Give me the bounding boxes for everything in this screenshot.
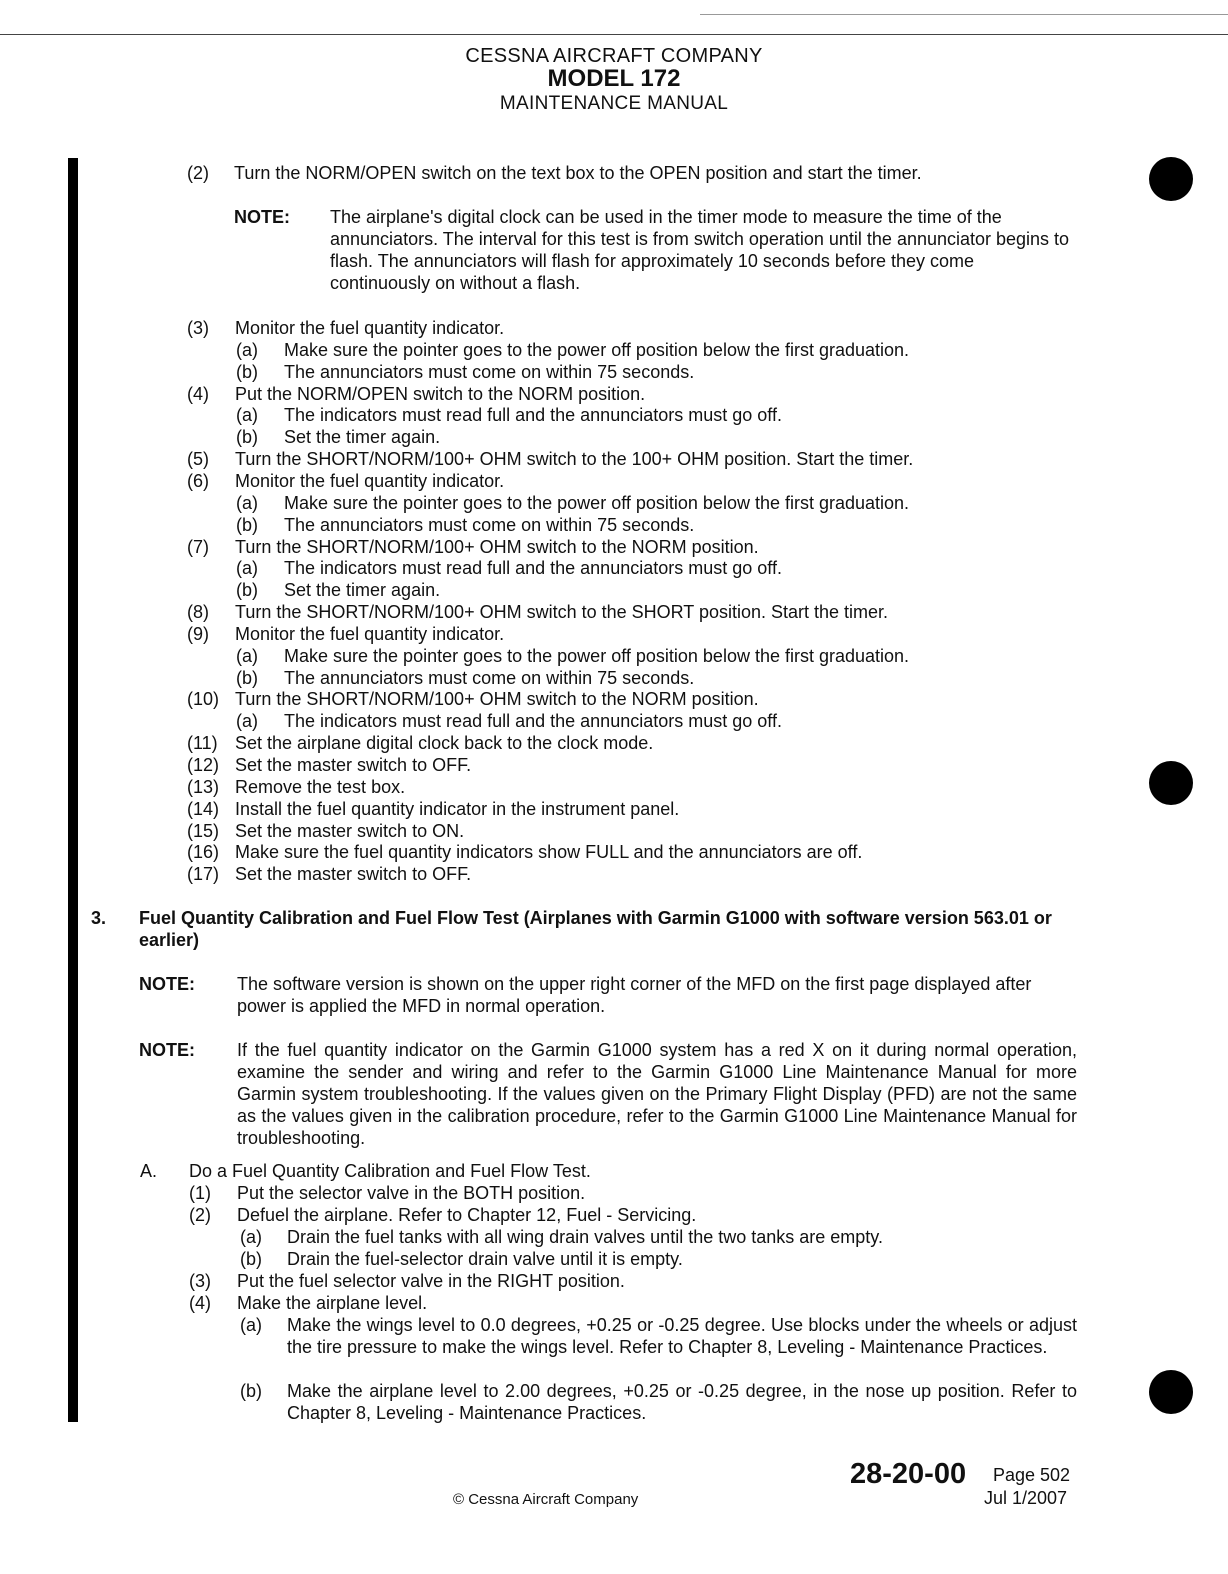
note-label: NOTE: bbox=[139, 974, 195, 994]
change-bar bbox=[68, 158, 78, 1422]
step-text: Turn the NORM/OPEN switch on the text box to the OPEN position and start the timer. bbox=[234, 163, 922, 183]
step-number: (b) bbox=[240, 1381, 262, 1401]
revision-date: Jul 1/2007 bbox=[984, 1488, 1068, 1508]
model-title: MODEL 172 bbox=[547, 65, 681, 92]
top-rule-right bbox=[700, 14, 1228, 15]
step-text: Defuel the airplane. Refer to Chapter 12, Fuel - Servicing. bbox=[237, 1205, 697, 1225]
step-number: (a) bbox=[240, 1227, 262, 1247]
step-number: (2) bbox=[189, 1205, 211, 1225]
step-number: (a) bbox=[236, 711, 258, 731]
section-title: Fuel Quantity Calibration and Fuel Flow Test (Airplanes with Garmin G1000 with software version 563.01 or earlier) bbox=[139, 908, 1052, 950]
step-text: Put the fuel selector valve in the RIGHT position. bbox=[237, 1271, 625, 1291]
note-label: NOTE: bbox=[139, 1040, 195, 1060]
step-number: (a) bbox=[236, 340, 258, 360]
step-text: Set the airplane digital clock back to the clock mode. bbox=[235, 733, 654, 753]
step-number: (8) bbox=[187, 602, 209, 622]
step-number: (b) bbox=[236, 668, 258, 688]
page-number: Page 502 bbox=[993, 1465, 1071, 1485]
step-number: (9) bbox=[187, 624, 209, 644]
step-text: Make sure the pointer goes to the power off position below the first graduation. bbox=[284, 493, 910, 513]
step-text: The annunciators must come on within 75 seconds. bbox=[284, 515, 695, 535]
step-text: Make sure the pointer goes to the power off position below the first graduation. bbox=[284, 646, 910, 666]
step-text: The indicators must read full and the annunciators must go off. bbox=[284, 558, 782, 578]
binder-hole-middle bbox=[1149, 761, 1193, 805]
step-text: Set the master switch to ON. bbox=[235, 821, 465, 841]
step-text: Monitor the fuel quantity indicator. bbox=[235, 318, 505, 338]
step-text: Set the timer again. bbox=[284, 580, 441, 600]
step-number: (10) bbox=[187, 689, 220, 709]
step-text: Do a Fuel Quantity Calibration and Fuel Flow Test. bbox=[189, 1161, 591, 1181]
step-text: The indicators must read full and the annunciators must go off. bbox=[284, 405, 782, 425]
step-number: (5) bbox=[187, 449, 209, 469]
step-number: (b) bbox=[236, 427, 258, 447]
step-text: Drain the fuel tanks with all wing drain valves until the two tanks are empty. bbox=[287, 1227, 883, 1247]
step-text: Remove the test box. bbox=[235, 777, 406, 797]
step-text: The indicators must read full and the annunciators must go off. bbox=[284, 711, 782, 731]
note-text: If the fuel quantity indicator on the Garmin G1000 system has a red X on it during normal operation, examine the sender and wiring and refer to the Garmin G1000 Line Maintenance Manual for more Garmin system troubleshooting. If the values given on the Primary Flight Display (PFD) are not the same as the values given in the calibration procedure, refer to the Garmin G1000 Line Maintenance Manual for troubleshooting. bbox=[237, 1040, 1077, 1148]
step-text: Install the fuel quantity indicator in the instrument panel. bbox=[235, 799, 680, 819]
step-number: (3) bbox=[189, 1271, 211, 1291]
step-number: (6) bbox=[187, 471, 209, 491]
step-text: Make the airplane level. bbox=[237, 1293, 428, 1313]
step-text: Turn the SHORT/NORM/100+ OHM switch to the SHORT position. Start the timer. bbox=[235, 602, 889, 622]
step-number: (b) bbox=[240, 1249, 262, 1269]
step-number: (b) bbox=[236, 580, 258, 600]
step-number: (15) bbox=[187, 821, 220, 841]
copyright: © Cessna Aircraft Company bbox=[453, 1491, 639, 1508]
step-number: (a) bbox=[236, 405, 258, 425]
step-text: Turn the SHORT/NORM/100+ OHM switch to the NORM position. bbox=[235, 689, 759, 709]
step-number: (7) bbox=[187, 537, 209, 557]
step-number: (14) bbox=[187, 799, 220, 819]
step-text: Monitor the fuel quantity indicator. bbox=[235, 624, 505, 644]
step-number: (4) bbox=[189, 1293, 211, 1313]
step-text: Make sure the pointer goes to the power off position below the first graduation. bbox=[284, 340, 910, 360]
note-text: The software version is shown on the upper right corner of the MFD on the first page displayed after power is applied the MFD in normal operation. bbox=[237, 974, 1032, 1016]
step-number: (a) bbox=[240, 1315, 262, 1335]
step-number: (b) bbox=[236, 362, 258, 382]
step-text: Drain the fuel-selector drain valve until it is empty. bbox=[287, 1249, 683, 1269]
step-text: Set the master switch to OFF. bbox=[235, 755, 472, 775]
note-label: NOTE: bbox=[234, 207, 290, 227]
manual-title: MAINTENANCE MANUAL bbox=[499, 93, 729, 114]
step-text: Monitor the fuel quantity indicator. bbox=[235, 471, 505, 491]
company-name: CESSNA AIRCRAFT COMPANY bbox=[465, 45, 763, 67]
step-number: (a) bbox=[236, 558, 258, 578]
step-number: (b) bbox=[236, 515, 258, 535]
chapter-code: 28-20-00 bbox=[850, 1458, 967, 1490]
step-text: Set the master switch to OFF. bbox=[235, 864, 472, 884]
step-number: (1) bbox=[189, 1183, 211, 1203]
step-text: Put the NORM/OPEN switch to the NORM position. bbox=[235, 384, 646, 404]
step-text: Make sure the fuel quantity indicators show FULL and the annunciators are off. bbox=[235, 842, 863, 862]
top-rule bbox=[0, 34, 1228, 35]
step-text: Set the timer again. bbox=[284, 427, 441, 447]
step-text: The annunciators must come on within 75 seconds. bbox=[284, 668, 695, 688]
step-number: (13) bbox=[187, 777, 220, 797]
step-text: Turn the SHORT/NORM/100+ OHM switch to the 100+ OHM position. Start the timer. bbox=[235, 449, 914, 469]
step-number: (16) bbox=[187, 842, 220, 862]
step-number: (17) bbox=[187, 864, 220, 884]
section-number: 3. bbox=[91, 908, 107, 928]
step-number: (4) bbox=[187, 384, 209, 404]
step-number: (a) bbox=[236, 493, 258, 513]
step-text: Put the selector valve in the BOTH position. bbox=[237, 1183, 586, 1203]
binder-hole-top bbox=[1149, 157, 1193, 201]
binder-hole-bottom bbox=[1149, 1370, 1193, 1414]
step-number: (a) bbox=[236, 646, 258, 666]
step-text: The annunciators must come on within 75 seconds. bbox=[284, 362, 695, 382]
step-number: (11) bbox=[187, 733, 218, 753]
step-number: (2) bbox=[187, 163, 209, 183]
step-text: Make the airplane level to 2.00 degrees, +0.25 or -0.25 degree, in the nose up position. Refer to Chapter 8, Leveling - Maintenance Practices. bbox=[287, 1381, 1077, 1423]
step-number: A. bbox=[140, 1161, 158, 1181]
note-text: The airplane's digital clock can be used in the timer mode to measure the time of the annunciators. The interval for this test is from switch operation until the annunciator begins to flash. The annunciators will flash for approximately 10 seconds before they come continuously on without a flash. bbox=[330, 207, 1070, 293]
step-text: Make the wings level to 0.0 degrees, +0.25 or -0.25 degree. Use blocks under the wheels or adjust the tire pressure to make the wings level. Refer to Chapter 8, Leveling - Maintenance Practices. bbox=[287, 1315, 1077, 1357]
step-text: Turn the SHORT/NORM/100+ OHM switch to the NORM position. bbox=[235, 537, 759, 557]
step-number: (3) bbox=[187, 318, 209, 338]
step-number: (12) bbox=[187, 755, 220, 775]
